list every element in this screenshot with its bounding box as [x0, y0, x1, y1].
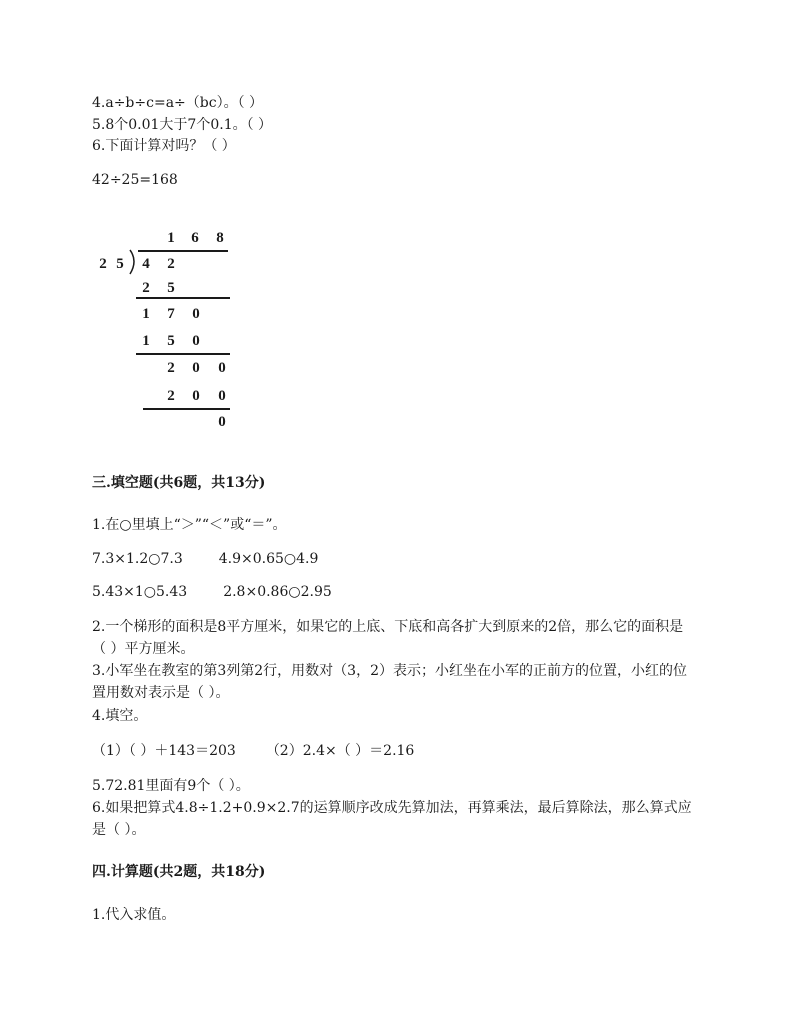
division-rule	[136, 297, 230, 299]
section-3-q4: 4.填空。	[92, 708, 148, 724]
remainder-digit: 0	[218, 414, 226, 430]
section-3-q5: 5.72.81里面有9个（ ）。	[92, 778, 250, 794]
quotient-bar	[138, 250, 228, 252]
section-3-q2: 2.一个梯形的面积是8平方厘米，如果它的上底、下底和高各扩大到原来的2倍，那么它的面积是（ ）平方厘米。	[92, 619, 684, 657]
divisor-digit: 5	[116, 256, 124, 272]
step-digit: 5	[167, 333, 175, 349]
comparison-item: 4.9×0.65○4.9	[218, 551, 319, 567]
step-digit: 2	[167, 360, 175, 376]
comparison-item: 7.3×1.2○7.3	[92, 551, 183, 567]
section-3-title: 三.填空题(共6题，共13分)	[92, 475, 266, 491]
section-3-q1-row1	[92, 549, 318, 569]
quotient-digit: 8	[216, 230, 224, 246]
section-4-title: 四.计算题(共2题，共18分)	[92, 864, 266, 880]
fill-item: （1）（ ）＋143＝203	[92, 743, 236, 759]
judge-q4: 4.a÷b÷c=a÷（bc）。（ ）	[92, 95, 264, 111]
division-rule	[136, 353, 230, 355]
step-digit: 0	[192, 333, 200, 349]
section-3-q3: 3.小军坐在教室的第3列第2行，用数对（3，2）表示；小红坐在小军的正前方的位置，小红的位置用数对表示是（ ）。	[92, 663, 687, 701]
dividend-digit: 2	[167, 256, 175, 272]
step-digit: 0	[192, 360, 200, 376]
judge-q6: 6.下面计算对吗？（ ）	[92, 138, 236, 154]
step-digit: 0	[192, 306, 200, 322]
section-4-q1: 1.代入求值。	[92, 907, 176, 923]
fill-item: （2）2.4×（ ）＝2.16	[265, 743, 415, 759]
step-digit: 2	[142, 280, 150, 296]
quotient-digit: 6	[191, 230, 199, 246]
step-digit: 0	[192, 388, 200, 404]
step-digit: 1	[142, 306, 150, 322]
dividend-digit: 4	[142, 256, 150, 272]
section-3-q1-row2	[92, 582, 332, 602]
division-bracket	[126, 249, 140, 275]
step-digit: 2	[167, 388, 175, 404]
step-digit: 1	[142, 333, 150, 349]
judge-q5: 5.8个0.01大于7个0.1。（ ）	[92, 117, 273, 133]
comparison-item: 2.8×0.86○2.95	[223, 584, 332, 600]
division-rule	[143, 408, 230, 410]
judge-q6-expression: 42÷25=168	[92, 172, 178, 188]
step-digit: 7	[167, 306, 175, 322]
step-digit: 0	[218, 360, 226, 376]
step-digit: 0	[218, 388, 226, 404]
step-digit: 5	[167, 280, 175, 296]
comparison-item: 5.43×1○5.43	[92, 584, 188, 600]
section-3-q4-items	[92, 741, 414, 761]
section-3-q1: 1.在○里填上“＞”“＜”或“＝”。	[92, 517, 287, 533]
quotient-digit: 1	[167, 230, 175, 246]
section-3-q6: 6.如果把算式4.8÷1.2+0.9×2.7的运算顺序改成先算加法，再算乘法，最后算除法，那么算式应是（ ）。	[92, 800, 692, 838]
divisor-digit: 2	[99, 256, 107, 272]
